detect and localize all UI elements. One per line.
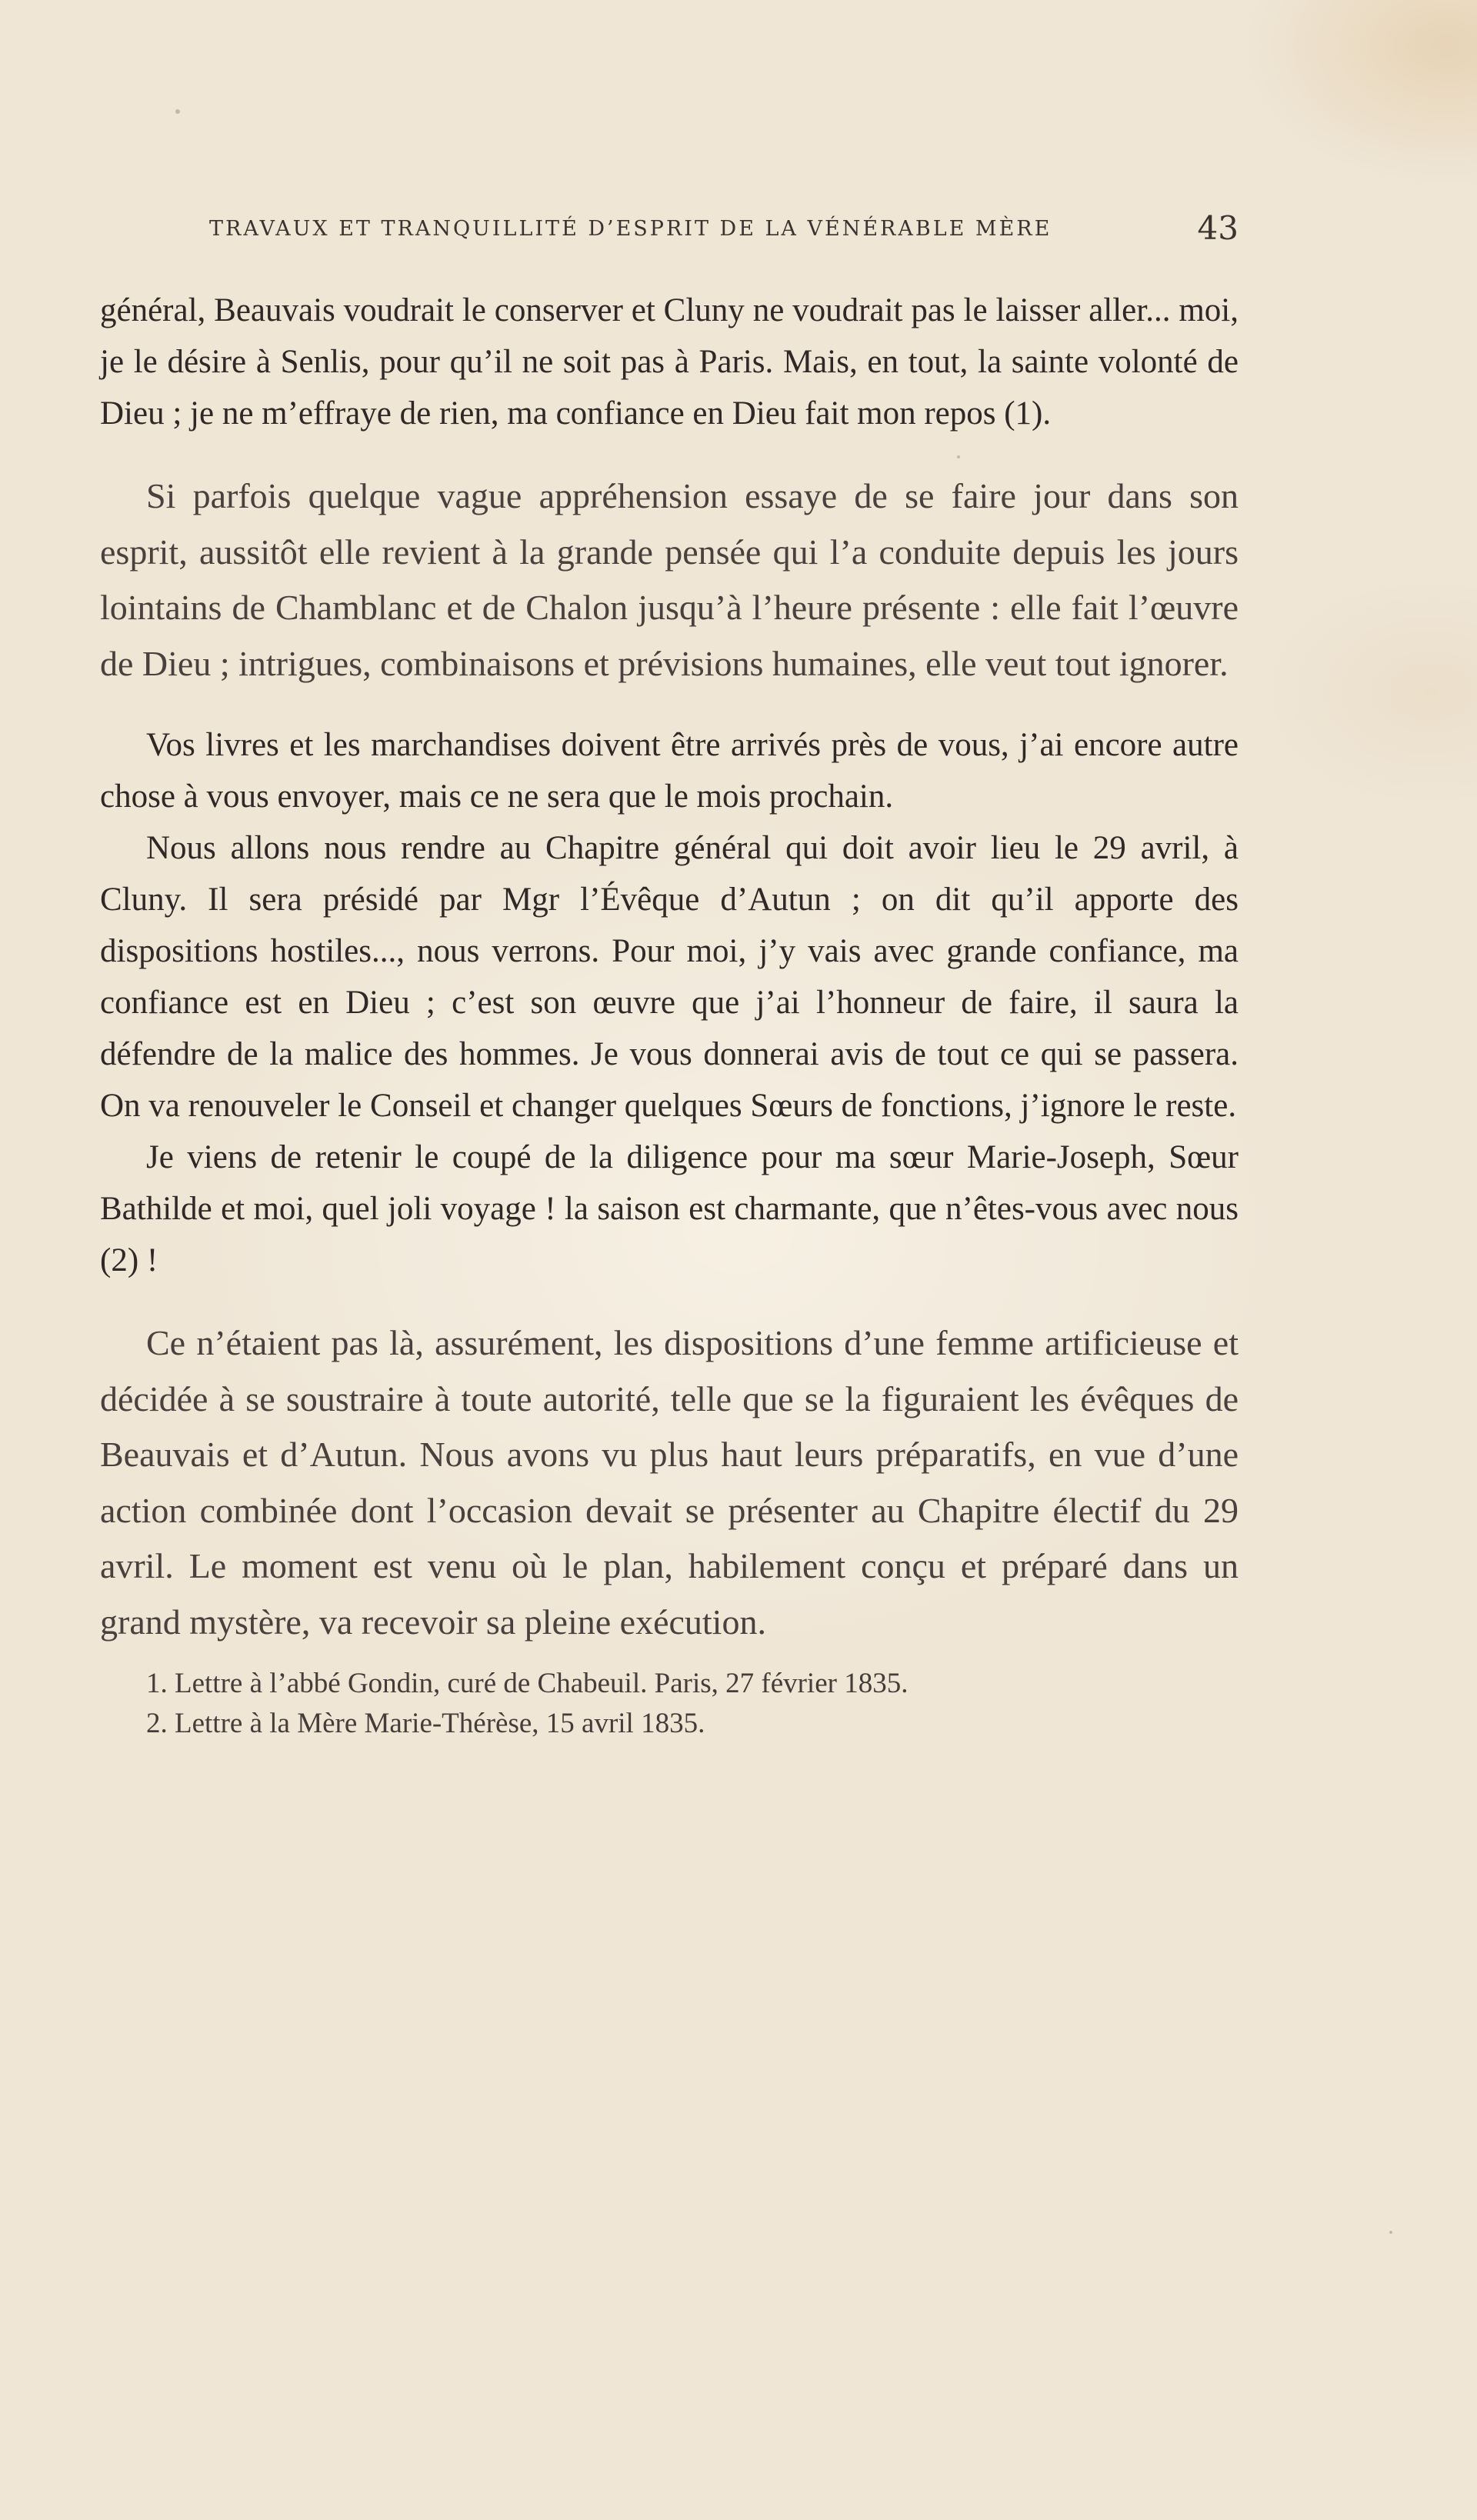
paper-speck <box>175 109 180 114</box>
footnotes <box>100 1664 1239 1744</box>
letter-paragraph: Vos livres et les marchandises doivent être arrivés près de vous, j’ai encore autre chose à vous envoyer, mais ce ne sera que le mois prochain. <box>100 727 1239 815</box>
letter-paragraph: Nous allons nous rendre au Chapitre général qui doit avoir lieu le 29 avril, à Cluny. Il sera présidé par Mgr l’Évêque d’Autun ; on dit qu’il apporte des dispositions hostiles..., nous verrons. Pour moi, j’y vais avec grande confiance, ma confiance est en Dieu ; c’est son œuvre que j’ai l’honneur de faire, il saura la défendre de la malice des hommes. Je vous donnerai avis de tout ce qui se passera. On va renouveler le Conseil et changer quelques Sœurs de fonctions, j’ignore le reste. <box>100 830 1239 1124</box>
narrative-block-2 <box>100 1315 1239 1650</box>
narrative-paragraph: Si parfois quelque vague appréhension essaye de se faire jour dans son esprit, aussitôt elle revient à la grande pensée qui l’a conduite depuis les jours lointains de Chamblanc et de Chalon jusqu’à l’heure présente : elle fait l’œuvre de Dieu ; intrigues, combinaisons et prévisions humaines, elle veut tout ignorer. <box>100 476 1239 683</box>
page-number: 43 <box>1197 209 1239 247</box>
body-text <box>100 285 1239 1744</box>
footnote-1: 1. Lettre à l’abbé Gondin, curé de Chabeuil. Paris, 27 février 1835. <box>146 1668 909 1699</box>
footnote-2: 2. Lettre à la Mère Marie-Thérèse, 15 avril 1835. <box>146 1708 705 1739</box>
narrative-block-1 <box>100 468 1239 692</box>
letter-paragraph: Je viens de retenir le coupé de la diligence pour ma sœur Marie-Joseph, Sœur Bathilde et moi, quel joli voyage ! la saison est charmante, que n’êtes-vous avec nous (2) ! <box>100 1139 1239 1278</box>
running-header <box>209 206 1239 252</box>
letter-paragraph: général, Beauvais voudrait le conserver et Cluny ne voudrait pas le laisser aller... moi, je le désire à Senlis, pour qu’il ne soit pas à Paris. Mais, en tout, la sainte volonté de Dieu ; je ne m’effraye de rien, ma confiance en Dieu fait mon repos (1). <box>100 292 1239 432</box>
paper-speck <box>1389 2231 1392 2234</box>
running-title: TRAVAUX ET TRANQUILLITÉ D’ESPRIT DE LA VÉNÉRABLE MÈRE <box>209 217 1052 241</box>
letter-quote-2 <box>100 719 1239 1286</box>
narrative-paragraph: Ce n’étaient pas là, assurément, les dispositions d’une femme artificieuse et décidée à se soustraire à toute autorité, telle que se la figuraient les évêques de Beauvais et d’Autun. Nous avons vu plus haut leurs préparatifs, en vue d’une action combinée dont l’occasion devait se présenter au Chapitre électif du 29 avril. Le moment est venu où le plan, habilement conçu et préparé dans un grand mystère, va recevoir sa pleine exécution. <box>100 1323 1239 1642</box>
letter-quote-1 <box>100 285 1239 439</box>
